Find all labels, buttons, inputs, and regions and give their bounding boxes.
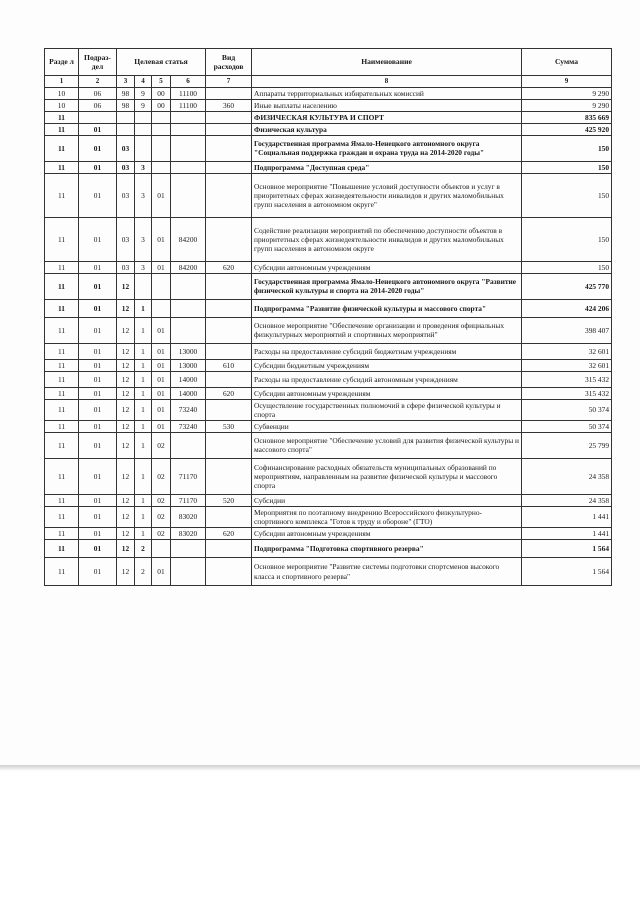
cell-subprogram: 3 (135, 217, 152, 261)
cell-sum: 425 920 (522, 123, 612, 135)
cell-sum: 425 770 (522, 273, 612, 299)
header-podrazdel: Подраз- дел (79, 49, 117, 76)
cell-sum: 150 (522, 173, 612, 217)
cell-podrazdel: 06 (79, 99, 117, 111)
cell-program: 12 (117, 420, 135, 432)
cell-sum: 315 432 (522, 387, 612, 399)
cell-activity: 01 (152, 558, 171, 586)
cell-sum: 50 374 (522, 420, 612, 432)
colnum-4: 4 (135, 76, 152, 88)
cell-podrazdel: 01 (79, 371, 117, 387)
cell-name: Субсидии бюджетным учреждениям (252, 359, 522, 371)
page-edge-shadow (0, 765, 640, 771)
cell-razdel: 11 (45, 494, 79, 506)
cell-subprogram: 1 (135, 494, 152, 506)
cell-expense-type (206, 299, 252, 317)
cell-activity (152, 273, 171, 299)
cell-sum: 50 374 (522, 399, 612, 420)
cell-name: Осуществление государственных полномочий в сфере физической культуры и спорта (252, 399, 522, 420)
cell-sum: 24 358 (522, 458, 612, 494)
cell-subprogram (135, 273, 152, 299)
cell-direction: 73240 (171, 399, 206, 420)
colnum-3: 3 (117, 76, 135, 88)
cell-expense-type (206, 111, 252, 123)
table-row (45, 387, 612, 399)
cell-expense-type (206, 371, 252, 387)
cell-razdel: 11 (45, 261, 79, 273)
column-number-row (45, 76, 612, 88)
cell-expense-type (206, 343, 252, 359)
table-row (45, 111, 612, 123)
cell-razdel: 11 (45, 135, 79, 161)
cell-name: Софинансирование расходных обязательств муниципальных образований по мероприятиям, направленным на развитие физической культуры и массового спорта (252, 458, 522, 494)
cell-direction (171, 317, 206, 343)
cell-name: Подпрограмма "Развитие физической культуры и массового спорта" (252, 299, 522, 317)
table-row (45, 217, 612, 261)
table-row (45, 87, 612, 99)
cell-subprogram: 1 (135, 317, 152, 343)
cell-subprogram: 9 (135, 87, 152, 99)
cell-subprogram: 1 (135, 458, 152, 494)
cell-sum: 424 206 (522, 299, 612, 317)
cell-sum: 9 290 (522, 99, 612, 111)
cell-activity: 01 (152, 173, 171, 217)
cell-name: Основное мероприятие "Обеспечение условий для развития физической культуры и массового спорта" (252, 432, 522, 458)
cell-podrazdel: 01 (79, 494, 117, 506)
cell-razdel: 11 (45, 173, 79, 217)
cell-activity: 01 (152, 343, 171, 359)
cell-expense-type: 530 (206, 420, 252, 432)
cell-subprogram (135, 111, 152, 123)
cell-sum: 1 564 (522, 540, 612, 558)
cell-direction: 11100 (171, 87, 206, 99)
cell-sum: 1 441 (522, 527, 612, 539)
cell-subprogram: 1 (135, 399, 152, 420)
cell-sum: 24 358 (522, 494, 612, 506)
cell-direction (171, 161, 206, 173)
colnum-7: 7 (206, 76, 252, 88)
cell-podrazdel: 01 (79, 123, 117, 135)
cell-name: Основное мероприятие "Развитие системы подготовки спортсменов высокого класса и спортивного резерва" (252, 558, 522, 586)
table-row (45, 458, 612, 494)
cell-name: Содействие реализации мероприятий по обеспечению доступности объектов в приоритетных сферах жизнедеятельности инвалидов и других маломобильных групп населения в автономном округе (252, 217, 522, 261)
cell-direction (171, 540, 206, 558)
cell-subprogram: 1 (135, 527, 152, 539)
cell-activity: 02 (152, 494, 171, 506)
cell-activity: 02 (152, 527, 171, 539)
cell-activity (152, 123, 171, 135)
cell-program: 12 (117, 458, 135, 494)
table-row (45, 261, 612, 273)
cell-name: Субвенции (252, 420, 522, 432)
cell-razdel: 11 (45, 343, 79, 359)
cell-program: 03 (117, 217, 135, 261)
cell-subprogram: 1 (135, 420, 152, 432)
cell-program: 03 (117, 135, 135, 161)
cell-name: Расходы на предоставление субсидий бюджетным учреждениям (252, 343, 522, 359)
cell-razdel: 11 (45, 527, 79, 539)
colnum-9: 9 (522, 76, 612, 88)
cell-podrazdel: 01 (79, 527, 117, 539)
cell-name: Субсидии автономным учреждениям (252, 261, 522, 273)
cell-sum: 1 564 (522, 558, 612, 586)
cell-subprogram: 1 (135, 387, 152, 399)
cell-activity (152, 111, 171, 123)
cell-program: 12 (117, 299, 135, 317)
cell-podrazdel: 01 (79, 161, 117, 173)
table-row (45, 494, 612, 506)
cell-expense-type (206, 540, 252, 558)
cell-name: Мероприятия по поэтапному внедрению Всероссийского физкультурно-спортивного комплекса "Готов к труду и обороне" (ГТО) (252, 506, 522, 527)
cell-razdel: 11 (45, 540, 79, 558)
cell-direction: 71170 (171, 458, 206, 494)
colnum-1: 1 (45, 76, 79, 88)
cell-sum: 32 601 (522, 359, 612, 371)
cell-program: 03 (117, 261, 135, 273)
budget-table (44, 48, 612, 586)
cell-subprogram: 3 (135, 161, 152, 173)
cell-direction: 83020 (171, 506, 206, 527)
cell-sum: 150 (522, 135, 612, 161)
cell-razdel: 11 (45, 399, 79, 420)
cell-activity: 01 (152, 317, 171, 343)
cell-direction (171, 432, 206, 458)
header-name: Наименование (252, 49, 522, 76)
cell-name: ФИЗИЧЕСКАЯ КУЛЬТУРА И СПОРТ (252, 111, 522, 123)
cell-program: 12 (117, 387, 135, 399)
cell-activity (152, 135, 171, 161)
cell-direction (171, 135, 206, 161)
cell-name: Аппараты территориальных избирательных комиссий (252, 87, 522, 99)
cell-razdel: 11 (45, 359, 79, 371)
cell-program: 12 (117, 527, 135, 539)
cell-direction (171, 273, 206, 299)
cell-expense-type (206, 123, 252, 135)
cell-direction: 73240 (171, 420, 206, 432)
cell-expense-type (206, 217, 252, 261)
cell-razdel: 11 (45, 432, 79, 458)
cell-activity: 01 (152, 261, 171, 273)
table-row (45, 173, 612, 217)
cell-expense-type (206, 458, 252, 494)
cell-podrazdel: 01 (79, 558, 117, 586)
cell-expense-type: 620 (206, 527, 252, 539)
cell-name: Основное мероприятие "Обеспечение организации и проведения официальных физкультурных мероприятий и спортивных мероприятий" (252, 317, 522, 343)
cell-expense-type (206, 432, 252, 458)
cell-podrazdel: 01 (79, 458, 117, 494)
cell-activity: 02 (152, 458, 171, 494)
cell-razdel: 11 (45, 420, 79, 432)
cell-activity: 01 (152, 371, 171, 387)
cell-direction (171, 558, 206, 586)
cell-name: Государственная программа Ямало-Ненецкого автономного округа "Социальная поддержка граждан и охрана труда на 2014-2020 годы" (252, 135, 522, 161)
cell-sum: 9 290 (522, 87, 612, 99)
cell-program: 03 (117, 161, 135, 173)
cell-name: Основное мероприятие "Повышение условий доступности объектов и услуг в приоритетных сферах жизнедеятельности инвалидов и других маломобильных групп населения в автономном округе" (252, 173, 522, 217)
cell-sum: 25 799 (522, 432, 612, 458)
table-row (45, 343, 612, 359)
cell-razdel: 11 (45, 273, 79, 299)
cell-sum: 150 (522, 161, 612, 173)
cell-podrazdel: 01 (79, 173, 117, 217)
cell-activity: 02 (152, 432, 171, 458)
cell-program (117, 123, 135, 135)
cell-razdel: 11 (45, 317, 79, 343)
cell-name: Государственная программа Ямало-Ненецкого автономного округа "Развитие физической культуры и спорта на 2014-2020 годы" (252, 273, 522, 299)
cell-sum: 32 601 (522, 343, 612, 359)
cell-sum: 835 669 (522, 111, 612, 123)
cell-activity: 00 (152, 87, 171, 99)
cell-activity (152, 161, 171, 173)
cell-podrazdel: 01 (79, 420, 117, 432)
cell-name: Физическая культура (252, 123, 522, 135)
cell-razdel: 11 (45, 111, 79, 123)
cell-expense-type (206, 161, 252, 173)
cell-subprogram: 9 (135, 99, 152, 111)
cell-podrazdel: 06 (79, 87, 117, 99)
cell-activity: 01 (152, 399, 171, 420)
cell-activity: 01 (152, 420, 171, 432)
cell-subprogram: 1 (135, 506, 152, 527)
cell-podrazdel: 01 (79, 540, 117, 558)
cell-activity: 01 (152, 359, 171, 371)
cell-razdel: 11 (45, 123, 79, 135)
cell-podrazdel: 01 (79, 432, 117, 458)
cell-direction: 71170 (171, 494, 206, 506)
cell-expense-type (206, 506, 252, 527)
cell-sum: 1 441 (522, 506, 612, 527)
cell-activity: 00 (152, 99, 171, 111)
cell-subprogram: 2 (135, 558, 152, 586)
cell-razdel: 11 (45, 458, 79, 494)
cell-razdel: 10 (45, 99, 79, 111)
cell-podrazdel: 01 (79, 135, 117, 161)
cell-direction (171, 299, 206, 317)
cell-podrazdel: 01 (79, 217, 117, 261)
cell-subprogram: 2 (135, 540, 152, 558)
cell-subprogram: 1 (135, 432, 152, 458)
cell-program: 12 (117, 399, 135, 420)
cell-program: 12 (117, 432, 135, 458)
cell-program: 12 (117, 540, 135, 558)
cell-name: Иные выплаты населению (252, 99, 522, 111)
table-row (45, 99, 612, 111)
cell-podrazdel: 01 (79, 399, 117, 420)
colnum-2: 2 (79, 76, 117, 88)
table-row (45, 135, 612, 161)
cell-direction: 13000 (171, 343, 206, 359)
cell-subprogram: 3 (135, 261, 152, 273)
cell-program: 12 (117, 317, 135, 343)
cell-razdel: 11 (45, 558, 79, 586)
cell-direction: 13000 (171, 359, 206, 371)
cell-name: Субсидии (252, 494, 522, 506)
cell-direction: 14000 (171, 371, 206, 387)
cell-podrazdel: 01 (79, 506, 117, 527)
cell-subprogram: 3 (135, 173, 152, 217)
table-row (45, 506, 612, 527)
cell-name: Подпрограмма "Доступная среда" (252, 161, 522, 173)
header-razdel: Разде л (45, 49, 79, 76)
cell-subprogram: 1 (135, 371, 152, 387)
header-target-article: Целевая статья (117, 49, 206, 76)
cell-expense-type (206, 317, 252, 343)
cell-podrazdel: 01 (79, 317, 117, 343)
cell-program: 98 (117, 99, 135, 111)
cell-razdel: 11 (45, 506, 79, 527)
cell-activity: 02 (152, 506, 171, 527)
cell-activity: 01 (152, 217, 171, 261)
cell-podrazdel: 01 (79, 387, 117, 399)
table-row (45, 399, 612, 420)
cell-name: Подпрограмма "Подготовка спортивного резерва" (252, 540, 522, 558)
cell-expense-type: 360 (206, 99, 252, 111)
cell-podrazdel: 01 (79, 343, 117, 359)
header-sum: Сумма (522, 49, 612, 76)
cell-sum: 150 (522, 261, 612, 273)
cell-subprogram (135, 135, 152, 161)
cell-program: 12 (117, 273, 135, 299)
cell-razdel: 11 (45, 161, 79, 173)
cell-podrazdel: 01 (79, 359, 117, 371)
cell-subprogram (135, 123, 152, 135)
cell-podrazdel (79, 111, 117, 123)
cell-direction: 14000 (171, 387, 206, 399)
cell-expense-type (206, 558, 252, 586)
cell-podrazdel: 01 (79, 299, 117, 317)
cell-expense-type (206, 173, 252, 217)
table-row (45, 540, 612, 558)
cell-program: 12 (117, 558, 135, 586)
cell-name: Субсидии автономным учреждениям (252, 387, 522, 399)
cell-direction (171, 123, 206, 135)
cell-activity: 01 (152, 387, 171, 399)
cell-program: 12 (117, 506, 135, 527)
table-row (45, 558, 612, 586)
cell-subprogram: 1 (135, 359, 152, 371)
cell-podrazdel: 01 (79, 273, 117, 299)
cell-expense-type (206, 273, 252, 299)
table-row (45, 123, 612, 135)
cell-direction: 84200 (171, 261, 206, 273)
cell-razdel: 11 (45, 371, 79, 387)
cell-podrazdel: 01 (79, 261, 117, 273)
cell-name: Субсидии автономным учреждениям (252, 527, 522, 539)
cell-program: 12 (117, 359, 135, 371)
table-header-row (45, 49, 612, 76)
cell-name: Расходы на предоставление субсидий автономным учреждениям (252, 371, 522, 387)
cell-sum: 150 (522, 217, 612, 261)
header-expense-type: Вид расходов (206, 49, 252, 76)
cell-direction: 83020 (171, 527, 206, 539)
table-row (45, 371, 612, 387)
cell-expense-type: 520 (206, 494, 252, 506)
cell-program: 12 (117, 371, 135, 387)
cell-direction (171, 173, 206, 217)
cell-expense-type: 620 (206, 387, 252, 399)
cell-expense-type (206, 399, 252, 420)
table-row (45, 317, 612, 343)
cell-program: 12 (117, 494, 135, 506)
cell-program (117, 111, 135, 123)
cell-razdel: 11 (45, 387, 79, 399)
table-row (45, 420, 612, 432)
cell-direction (171, 111, 206, 123)
cell-expense-type (206, 135, 252, 161)
cell-activity (152, 540, 171, 558)
cell-sum: 315 432 (522, 371, 612, 387)
table-row (45, 299, 612, 317)
cell-sum: 398 407 (522, 317, 612, 343)
table-row (45, 161, 612, 173)
cell-direction: 84200 (171, 217, 206, 261)
cell-subprogram: 1 (135, 343, 152, 359)
cell-activity (152, 299, 171, 317)
cell-subprogram: 1 (135, 299, 152, 317)
table-row (45, 432, 612, 458)
cell-razdel: 10 (45, 87, 79, 99)
cell-program: 98 (117, 87, 135, 99)
table-row (45, 527, 612, 539)
cell-expense-type: 620 (206, 261, 252, 273)
colnum-5: 5 (152, 76, 171, 88)
cell-expense-type (206, 87, 252, 99)
cell-program: 12 (117, 343, 135, 359)
colnum-8: 8 (252, 76, 522, 88)
cell-razdel: 11 (45, 299, 79, 317)
table-row (45, 273, 612, 299)
cell-direction: 11100 (171, 99, 206, 111)
colnum-6: 6 (171, 76, 206, 88)
cell-razdel: 11 (45, 217, 79, 261)
cell-program: 03 (117, 173, 135, 217)
cell-expense-type: 610 (206, 359, 252, 371)
table-row (45, 359, 612, 371)
